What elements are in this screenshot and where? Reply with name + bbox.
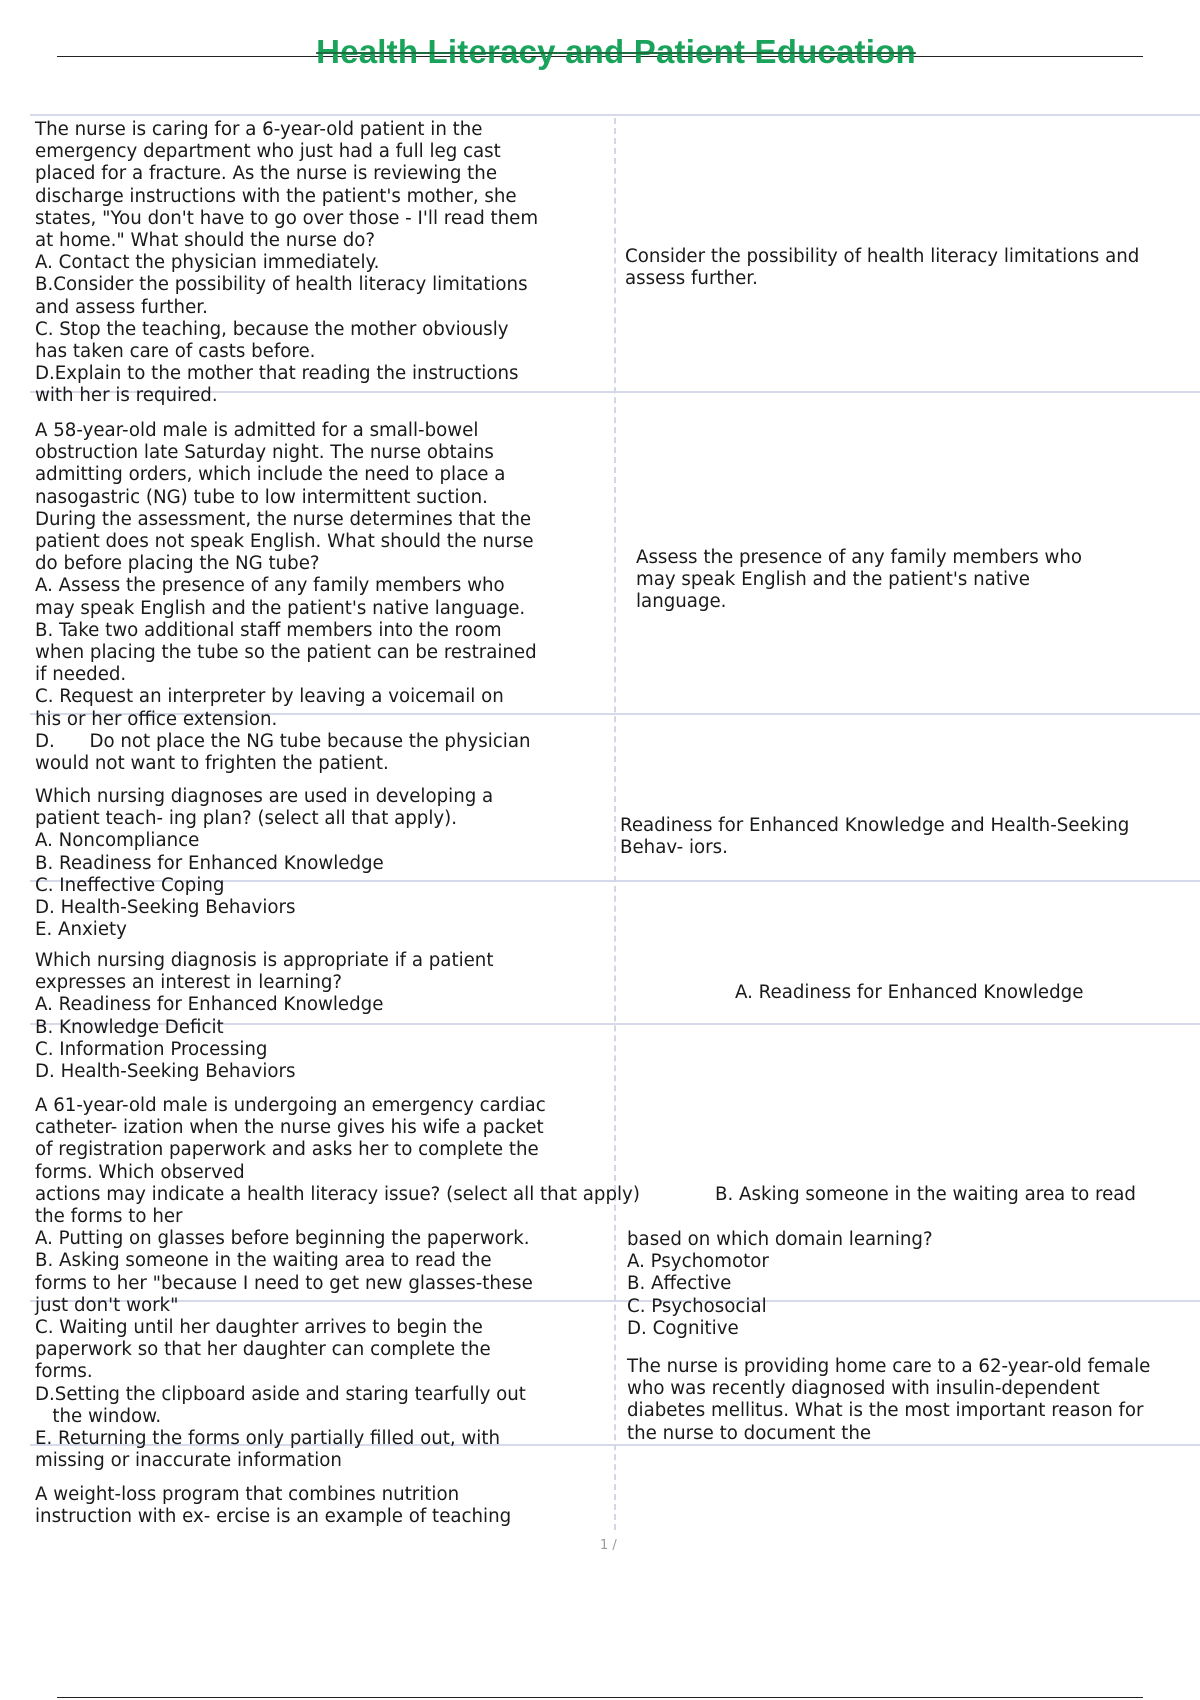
answer-text: Consider the possibility of health literacy limitations and assess further. [625, 246, 1140, 290]
answer-text: Assess the presence of any family members who may speak English and the patient's native language. [636, 547, 1082, 613]
question-overflow-text: actions may indicate a health literacy issue? (select all that apply) [35, 1184, 640, 1205]
page-title: Health Literacy and Patient Education [316, 33, 916, 70]
footer-rule [57, 1697, 1143, 1698]
question-text: A 61-year-old male is undergoing an emergency cardiac catheter- ization when the nurse gives his wife a packet of registration paperwork and asks her to complete the forms. Which observed [35, 1095, 546, 1183]
question-text: Which nursing diagnoses are used in developing a patient teach- ing plan? (select all that apply). A. Noncompliance B. Readiness for Enhanced Knowledge C. Ineffective Coping D. Health-Seeking Behaviors E. Anxiety [35, 786, 494, 941]
answer-text: Readiness for Enhanced Knowledge and Health-Seeking Behav- iors. [620, 815, 1130, 859]
question-text: A 58-year-old male is admitted for a small-bowel obstruction late Saturday night. The nurse obtains admitting orders, which include the need to place a nasogastric (NG) tube to low intermittent suction. During the assessment, the nurse determines that the patient does not speak English. What should the nurse do before placing the NG tube? A. Assess the presence of any family members who may speak English and the patient's native language. B. Take two additional staff members into the room when placing the tube so the patient can be restrained if needed. C. Request an interpreter by leaving a voicemail on his or her office extension. D. Do not place the NG tube because the physician would not want to frighten the patient. [35, 420, 537, 775]
question-text: Which nursing diagnosis is appropriate if a patient expresses an interest in learning? A. Readiness for Enhanced Knowledge B. Knowledge Deficit C. Information Processing D. Health-Seeking Behaviors [35, 950, 494, 1083]
question-text: A weight-loss program that combines nutrition instruction with ex- ercise is an example of teaching [35, 1484, 512, 1528]
question-text: The nurse is providing home care to a 62-year-old female who was recently diagnosed with insulin-dependent diabetes mellitus. What is the most important reason for the nurse to document the [627, 1356, 1151, 1444]
answer-text: A. Readiness for Enhanced Knowledge [735, 982, 1084, 1003]
column-divider [614, 118, 616, 1530]
answer-text: B. Asking someone in the waiting area to read [715, 1184, 1136, 1205]
answer-text: based on which domain learning? A. Psychomotor B. Affective C. Psychosocial D. Cognitive [627, 1229, 933, 1339]
question-text: The nurse is caring for a 6-year-old patient in the emergency department who just had a full leg cast placed for a fracture. As the nurse is reviewing the discharge instructions with the patient's mother, she states, "You don't have to go over those - I'll read them at home." What should the nurse do? A. Contact the physician immediately. B.Consider the possibility of health literacy limitations and assess further. C. Stop the teaching, because the mother obviously has taken care of casts before. D.Explain to the mother that reading the instructions with her is required. [35, 119, 539, 407]
page-number: 1 / [600, 1538, 617, 1553]
row-divider [30, 114, 1200, 116]
question-text: the forms to her A. Putting on glasses before beginning the paperwork. B. Asking someone in the waiting area to read the forms to her "because I need to get new glasses-these just don't work" C. Waiting until her daughter arrives to begin the paperwork so that her daughter can complete the forms. D.Setting the clipboard aside and staring tearfully out the window. E. Returning the forms only partially filled out, with missing or inaccurate information [35, 1206, 533, 1472]
